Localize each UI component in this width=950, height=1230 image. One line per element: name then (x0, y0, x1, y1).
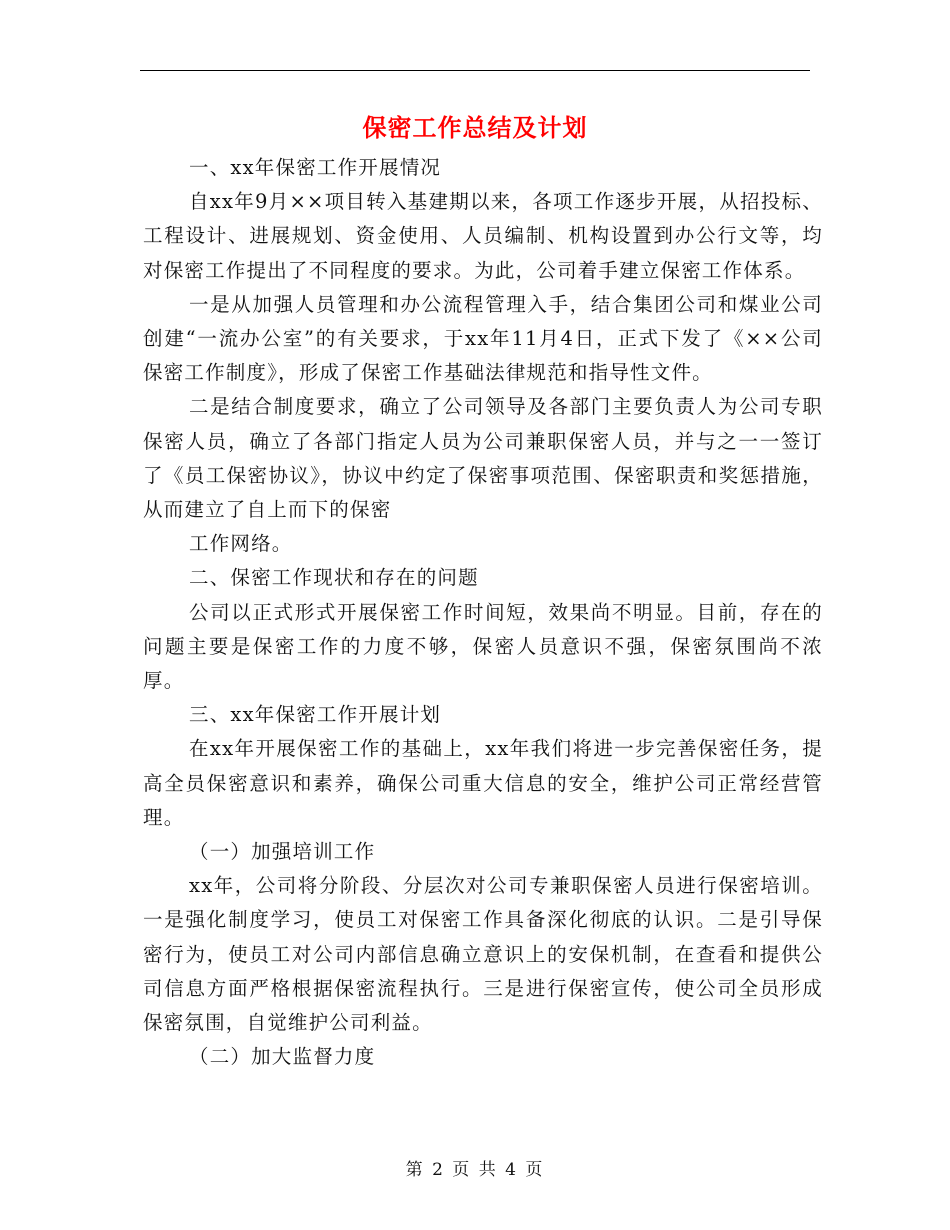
header-rule (140, 70, 810, 71)
paragraph-3: 二是结合制度要求，确立了公司领导及各部门主要负责人为公司专职保密人员，确立了各部门指定人员为公司兼职保密人员，并与之一一签订了《员工保密协议》，协议中约定了保密事项范围、保密职责和奖惩措施，从而建立了自上而下的保密 (143, 395, 823, 522)
section-heading-2: 二、保密工作现状和存在的问题 (189, 566, 479, 590)
paragraph-2: 一是从加强人员管理和办公流程管理入手，结合集团公司和煤业公司创建“一流办公室”的有关要求，于xx年11月4日，正式下发了《××公司保密工作制度》，形成了保密工作基础法律规范和指导性文件。 (143, 292, 823, 385)
paragraph-6: xx年，公司将分阶段、分层次对公司专兼职保密人员进行保密培训。一是强化制度学习，使员工对保密工作具备深化彻底的认识。二是引导保密行为，使员工对公司内部信息确立意识上的安保机制，在查看和提供公司信息方面严格根据保密流程执行。三是进行保密宣传，使公司全员形成保密氛围，自觉维护公司利益。 (143, 874, 823, 1035)
page-number-footer: 第 2 页 共 4 页 (405, 1160, 545, 1180)
paragraph-5: 在xx年开展保密工作的基础上，xx年我们将进一步完善保密任务，提高全员保密意识和素养，确保公司重大信息的安全，维护公司正常经营管理。 (143, 737, 823, 829)
document-title: 保密工作总结及计划 (362, 114, 588, 142)
paragraph-4: 公司以正式形式开展保密工作时间短，效果尚不明显。目前，存在的问题主要是保密工作的力度不够，保密人员意识不强，保密氛围尚不浓厚。 (143, 600, 823, 693)
section-heading-3: 三、xx年保密工作开展计划 (189, 703, 442, 727)
subsection-heading-1: （一）加强培训工作 (189, 840, 376, 864)
subsection-heading-2: （二）加大监督力度 (189, 1045, 376, 1069)
paragraph-3-continued: 工作网络。 (189, 532, 293, 556)
paragraph-1: 自xx年9月××项目转入基建期以来，各项工作逐步开展，从招投标、工程设计、进展规划、资金使用、人员编制、机构设置到办公行文等，均对保密工作提出了不同程度的要求。为此，公司着手建立保密工作体系。 (143, 190, 823, 282)
document-body (143, 151, 823, 1074)
section-heading-1: 一、xx年保密工作开展情况 (189, 156, 442, 179)
